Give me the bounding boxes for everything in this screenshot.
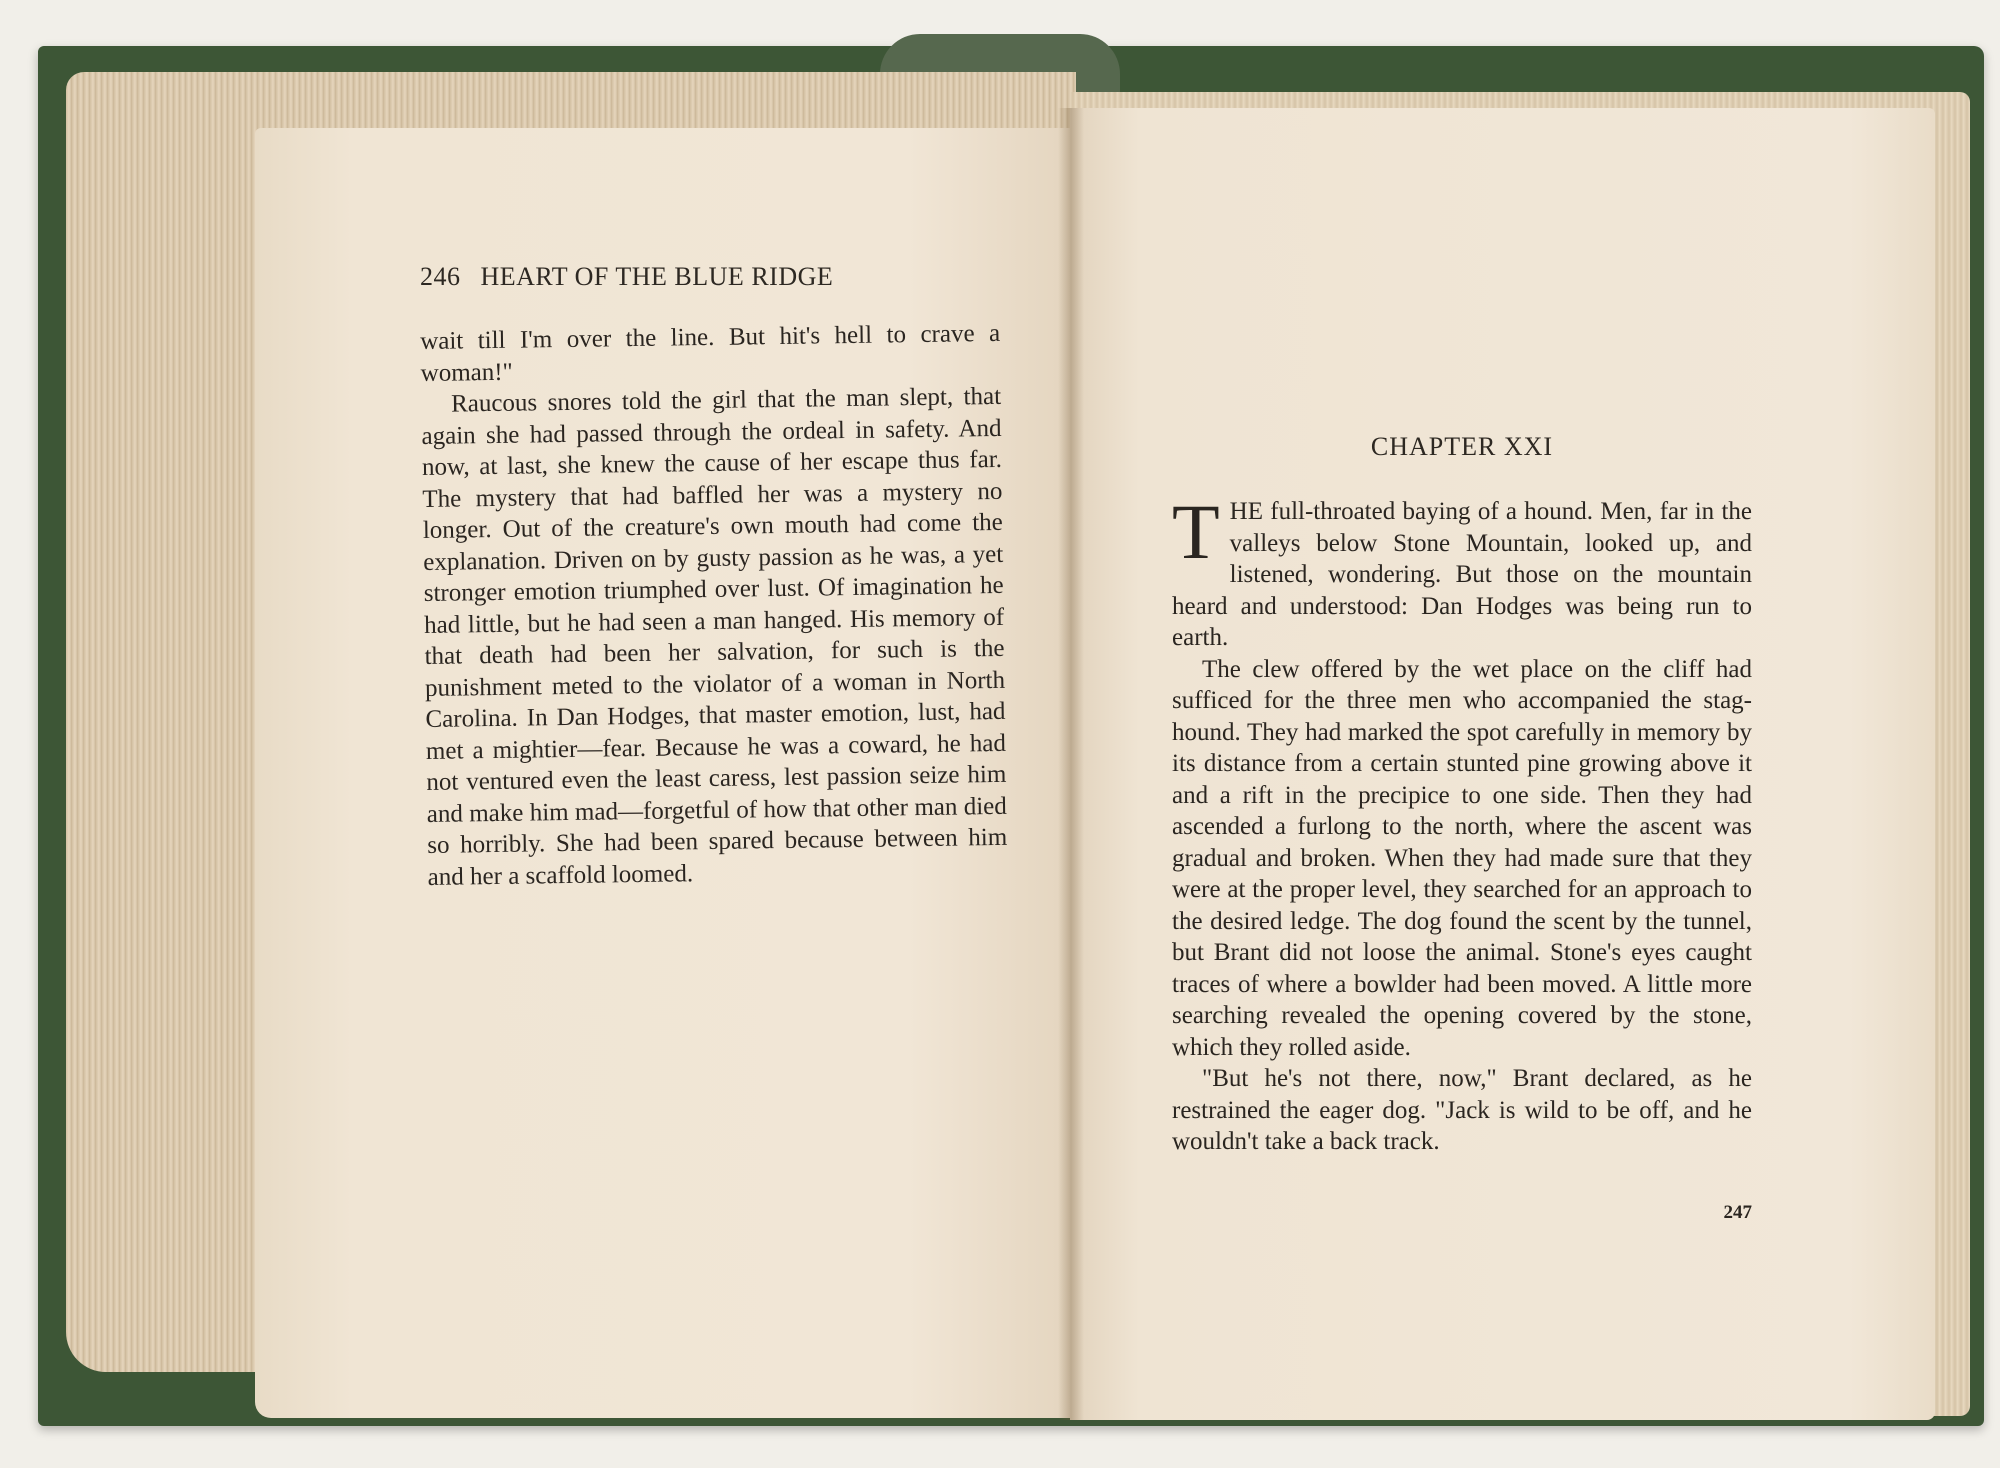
left-paragraph-1: wait till I'm over the line. But hit's hell to crave a woman!" (420, 319, 1001, 387)
left-running-head (420, 262, 980, 292)
right-paragraph-2: The clew offered by the wet place on the cliff had sufficed for the three men who accompanied the stag-hound. They had marked the spot carefully in memory by its distance from a certain stunted pine growing above it and a rift in the precipice to one side. Then they had ascended a furlong to the north, where the ascent was gradual and broken. When they had made sure that they were at the proper level, they searched for an approach to the desired ledge. The dog found the scent by the tunnel, but Brant did not loose the animal. Stone's eyes caught traces of where a bowlder had been moved. A little more searching revealed the opening covered by the stone, which they rolled aside. (1172, 655, 1752, 1061)
left-page-number: 246 (420, 262, 461, 291)
right-page-number: 247 (1723, 1202, 1752, 1223)
left-paragraph-2: Raucous snores told the girl that the man slept, that again she had passed through the ordeal in safety. And now, at last, she knew the cause of her escape thus far. The mystery that had baffled her was a mystery no longer. Out of the creature's own mouth had come the explanation. Driven on by gusty passion as he was, a yet stronger emotion triumphed over lust. Of imagination he had little, but he had seen a man hanged. His memory of that death had been her salvation, for such is the punishment meted to the violator of a woman in North Carolina. In Dan Hodges, that master emotion, lust, had met a mightier—fear. Because he was a coward, he had not ventured even the least caress, lest passion seize him and make him mad—forgetful of how that other man died so horribly. She had been spared because between him and her a scaffold loomed. (421, 382, 1008, 891)
right-paragraph-1-text: HE full-throated baying of a hound. Men, far in the valleys below Stone Mountain, looked up, and listened, wondering. But those on the mountain heard and understood: Dan Hodges was being run to earth. (1172, 498, 1752, 651)
book-gutter (1058, 108, 1084, 1420)
chapter-title: CHAPTER XXI (1370, 432, 1554, 461)
drop-cap: T (1172, 488, 1220, 575)
right-page-body (1172, 488, 1752, 1158)
right-paragraph-3: "But he's not there, now," Brant declared, as he restrained the eager dog. "Jack is wild to be off, and he wouldn't take a back track. (1172, 1065, 1752, 1155)
right-paragraph-1 (1172, 488, 1752, 654)
running-head-title: HEART OF THE BLUE RIDGE (480, 262, 834, 291)
left-page-body (420, 318, 1008, 893)
